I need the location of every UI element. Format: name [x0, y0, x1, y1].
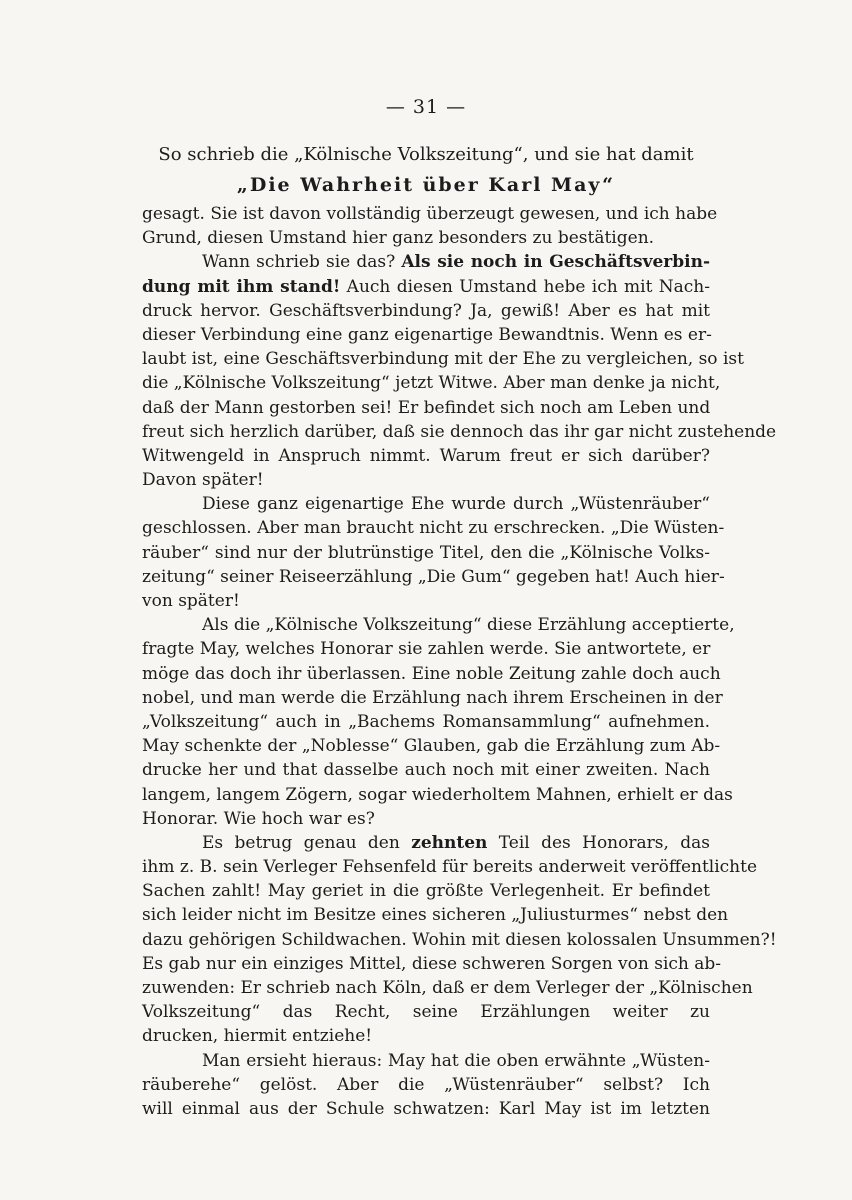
- quoted-title: „Die Wahrheit über Karl May“: [236, 174, 616, 196]
- text-line: dung mit ihm stand! Auch diesen Umstand hebe ich mit Nach-: [142, 276, 710, 297]
- text-line: geschlossen. Aber man braucht nicht zu erschrecken. „Die Wüsten-: [142, 518, 725, 539]
- text-line: zeitung“ seiner Reiseerzählung „Die Gum“ gegeben hat! Auch hier-: [142, 566, 725, 587]
- text-line: Man ersieht hieraus: May hat die oben erwähnte „Wüsten-: [202, 1050, 710, 1071]
- text-line: Als die „Kölnische Volkszeitung“ diese Erzählung acceptierte,: [202, 615, 735, 636]
- text-line: Es gab nur ein einziges Mittel, diese schweren Sorgen von sich ab-: [142, 953, 722, 974]
- text-line: freut sich herzlich darüber, daß sie dennoch das ihr gar nicht zustehende: [142, 421, 777, 442]
- text-line: sich leider nicht im Besitze eines sicheren „Juliusturmes“ nebst den: [142, 905, 729, 926]
- text-line: zuwenden: Er schrieb nach Köln, daß er dem Verleger der „Kölnischen: [142, 978, 753, 998]
- text-line: dazu gehörigen Schildwachen. Wohin mit diesen kolossalen Unsummen?!: [142, 929, 777, 950]
- text-line: drucken, hiermit entziehe!: [142, 1026, 373, 1047]
- text-line: May schenkte der „Noblesse“ Glauben, gab die Erzählung zum Ab-: [142, 736, 721, 757]
- text-line: fragte May, welches Honorar sie zahlen werde. Sie antwortete, er: [142, 639, 711, 660]
- text-line: Grund, diesen Umstand hier ganz besonders zu bestätigen.: [142, 228, 655, 249]
- text-line: „Volkszeitung“ auch in „Bachems Romansammlung“ aufnehmen.: [142, 711, 710, 732]
- text-line: Witwengeld in Anspruch nimmt. Warum freut er sich darüber?: [142, 445, 710, 466]
- text-line: gesagt. Sie ist davon vollständig überzeugt gewesen, und ich habe: [142, 204, 718, 224]
- text-line: Wann schrieb sie das? Als sie noch in Geschäftsverbin-: [202, 252, 711, 273]
- text-line: ihm z. B. sein Verleger Fehsenfeld für bereits anderweit veröffentlichte: [142, 857, 758, 878]
- text-line: räuber“ sind nur der blutrünstige Titel, den die „Kölnische Volks-: [142, 542, 710, 563]
- text-line: drucke her und that dasselbe auch noch mit einer zweiten. Nach: [142, 760, 710, 781]
- page-number: — 31 —: [385, 96, 467, 118]
- text-line: Sachen zahlt! May geriet in die größte Verlegenheit. Er befindet: [142, 881, 710, 902]
- text-line: dieser Verbindung eine ganz eigenartige Bewandtnis. Wenn es er-: [142, 324, 712, 345]
- text-line: langem, langem Zögern, sogar wiederholtem Mahnen, erhielt er das: [142, 784, 733, 805]
- text-line: will einmal aus der Schule schwatzen: Karl May ist im letzten: [142, 1098, 710, 1119]
- text-line: Davon später!: [142, 470, 264, 491]
- text-line: nobel, und man werde die Erzählung nach ihrem Erscheinen in der: [142, 687, 723, 708]
- text-line: daß der Mann gestorben sei! Er befindet sich noch am Leben und: [142, 397, 711, 418]
- text-line: Honorar. Wie hoch war es?: [142, 808, 375, 829]
- body-text: [142, 140, 777, 1121]
- text-line: Volkszeitung“ das Recht, seine Erzählungen weiter zu: [142, 1002, 710, 1023]
- text-line: druck hervor. Geschäftsverbindung? Ja, gewiß! Aber es hat mit: [142, 300, 710, 321]
- text-line: von später!: [142, 591, 240, 611]
- intro-line: So schrieb die „Kölnische Volkszeitung“, und sie hat damit: [158, 144, 694, 165]
- text-line: möge das doch ihr überlassen. Eine noble Zeitung zahle doch auch: [142, 663, 721, 684]
- text-line: Diese ganz eigenartige Ehe wurde durch „Wüstenräuber“: [202, 494, 710, 515]
- text-line: laubt ist, eine Geschäftsverbindung mit der Ehe zu vergleichen, so ist: [142, 349, 744, 370]
- text-line: die „Kölnische Volkszeitung“ jetzt Witwe. Aber man denke ja nicht,: [142, 373, 721, 394]
- paragraph-lines: [142, 202, 777, 1121]
- text-line: Es betrug genau den zehnten Teil des Honorars, das: [202, 832, 710, 853]
- text-line: räuberehe“ gelöst. Aber die „Wüstenräuber“ selbst? Ich: [142, 1074, 710, 1095]
